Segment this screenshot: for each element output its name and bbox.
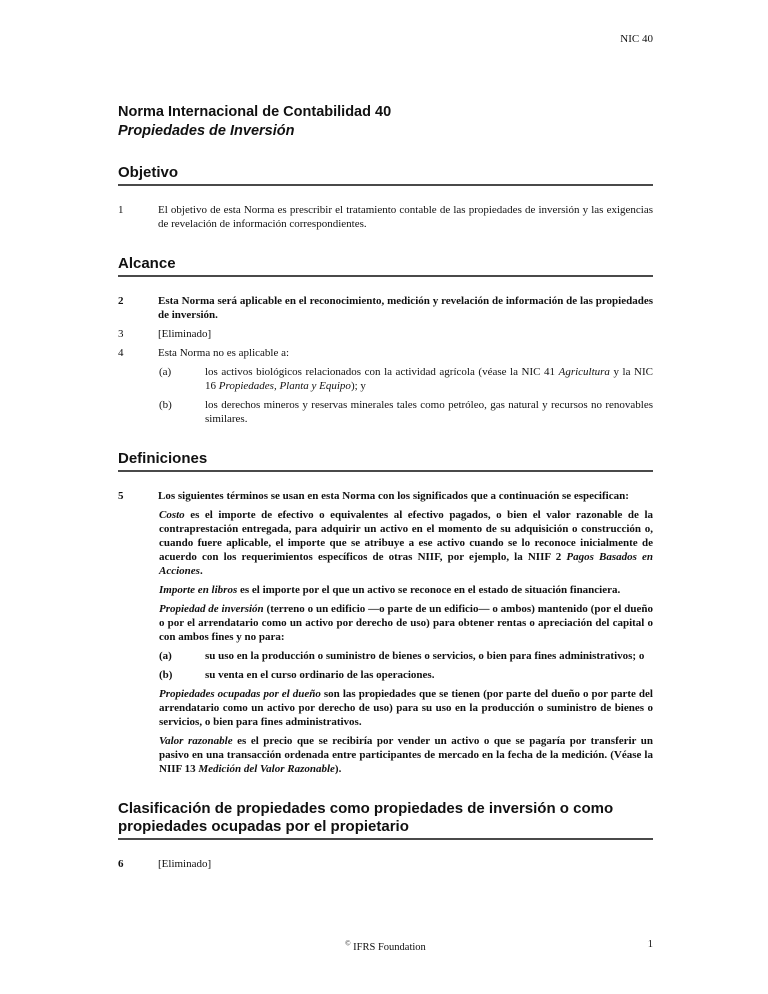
copyright-notice: [345, 939, 426, 953]
definition-text: Propiedad de inversión (terreno o un edificio —o parte de un edificio— o ambos) mantenido (por el dueño o por el arrendatario como un activo por derecho de uso) para obtener rentas o apreciación del capital o con ambos fines y no para:: [159, 603, 654, 643]
list-item-label: (a): [159, 366, 172, 378]
paragraph-number: 6: [118, 858, 124, 870]
paragraph-text: Los siguientes términos se usan en esta Norma con los significados que a continuación se especifican:: [158, 490, 629, 502]
paragraph-number: 3: [118, 328, 124, 340]
doc-reference: NIC 40: [620, 33, 653, 45]
definition-propiedades-ocupadas: [159, 687, 653, 729]
section-heading-definiciones: Definiciones: [118, 450, 653, 472]
paragraph-4: [118, 346, 653, 360]
document-title: [118, 103, 653, 140]
definition-importe-en-libros: [159, 583, 653, 597]
definition-valor-razonable: [159, 734, 653, 776]
section-heading-clasificacion: Clasificación de propiedades como propiedades de inversión o como propiedades ocupadas por el propietario: [118, 800, 653, 840]
list-item-5b: [159, 668, 653, 682]
copyright-text: IFRS Foundation: [350, 942, 426, 953]
paragraph-number: 2: [118, 295, 124, 307]
definition-costo: [159, 508, 653, 578]
list-item-text: los derechos mineros y reservas minerales tales como petróleo, gas natural y recursos no renovables similares.: [205, 399, 653, 425]
definition-text: Importe en libros es el importe por el que un activo se reconoce en el estado de situación financiera.: [159, 584, 621, 596]
title-standard-name: Norma Internacional de Contabilidad 40: [118, 104, 392, 120]
definition-text: Costo es el importe de efectivo o equivalentes al efectivo pagados, o bien el valor razonable de la contraprestación entregada, para adquirir un activo en el momento de su adquisición o construcción o, cuando fuere aplicable, el importe que se atribuye a ese activo cuando se lo reconoce inicialmente de acuerdo con los requerimientos específicos de otras NIIF, por ejemplo, la NIIF 2 Pagos Basados en Acciones.: [159, 509, 654, 577]
paragraph-text: Esta Norma no es aplicable a:: [158, 347, 290, 359]
list-item-5a: [159, 649, 653, 663]
copyright-symbol: ©: [345, 939, 351, 948]
list-item-4a: [159, 365, 653, 393]
section-heading-alcance: Alcance: [118, 255, 653, 277]
paragraph-6: [118, 857, 653, 871]
paragraph-number: 1: [118, 204, 124, 216]
definition-propiedad-de-inversion: [159, 602, 653, 644]
paragraph-text: El objetivo de esta Norma es prescribir el tratamiento contable de las propiedades de inversión y las exigencias de revelación de información correspondientes.: [158, 204, 653, 230]
paragraph-2: [118, 294, 653, 322]
paragraph-text: [Eliminado]: [158, 328, 212, 340]
paragraph-1: [118, 203, 653, 231]
list-item-text: su uso en la producción o suministro de bienes o servicios, o bien para fines administrativos; o: [205, 650, 645, 662]
definition-text: Propiedades ocupadas por el dueño son las propiedades que se tienen (por parte del dueño o por parte del arrendatario como un activo por derecho de uso) para su uso en la producción o suministro de bienes o servicios, o bien para fines administrativos.: [159, 688, 653, 728]
section-heading-objetivo: Objetivo: [118, 164, 653, 186]
paragraph-5: [118, 489, 653, 503]
page-number: 1: [647, 938, 653, 950]
paragraph-number: 5: [118, 490, 124, 502]
paragraph-number: 4: [118, 347, 124, 359]
list-item-label: (b): [159, 399, 172, 411]
list-item-text: los activos biológicos relacionados con la actividad agrícola (véase la NIC 41 Agricultura y la NIC 16 Propiedades, Planta y Equipo); y: [205, 366, 653, 392]
list-item-label: (b): [159, 669, 173, 681]
list-item-4b: [159, 398, 653, 426]
list-item-text: su venta en el curso ordinario de las operaciones.: [205, 669, 435, 681]
paragraph-text: Esta Norma será aplicable en el reconocimiento, medición y revelación de información de las propiedades de inversión.: [158, 295, 653, 321]
list-item-label: (a): [159, 650, 172, 662]
paragraph-text: [Eliminado]: [158, 858, 212, 870]
title-standard-subtitle: Propiedades de Inversión: [118, 122, 295, 139]
definition-text: Valor razonable es el precio que se recibiría por vender un activo o que se pagaría por transferir un pasivo en una transacción ordenada entre participantes de mercado en la fecha de la medición. (Véase la NIIF 13 Medición del Valor Razonable).: [159, 735, 653, 775]
page-footer: [118, 938, 653, 955]
paragraph-3: [118, 327, 653, 341]
